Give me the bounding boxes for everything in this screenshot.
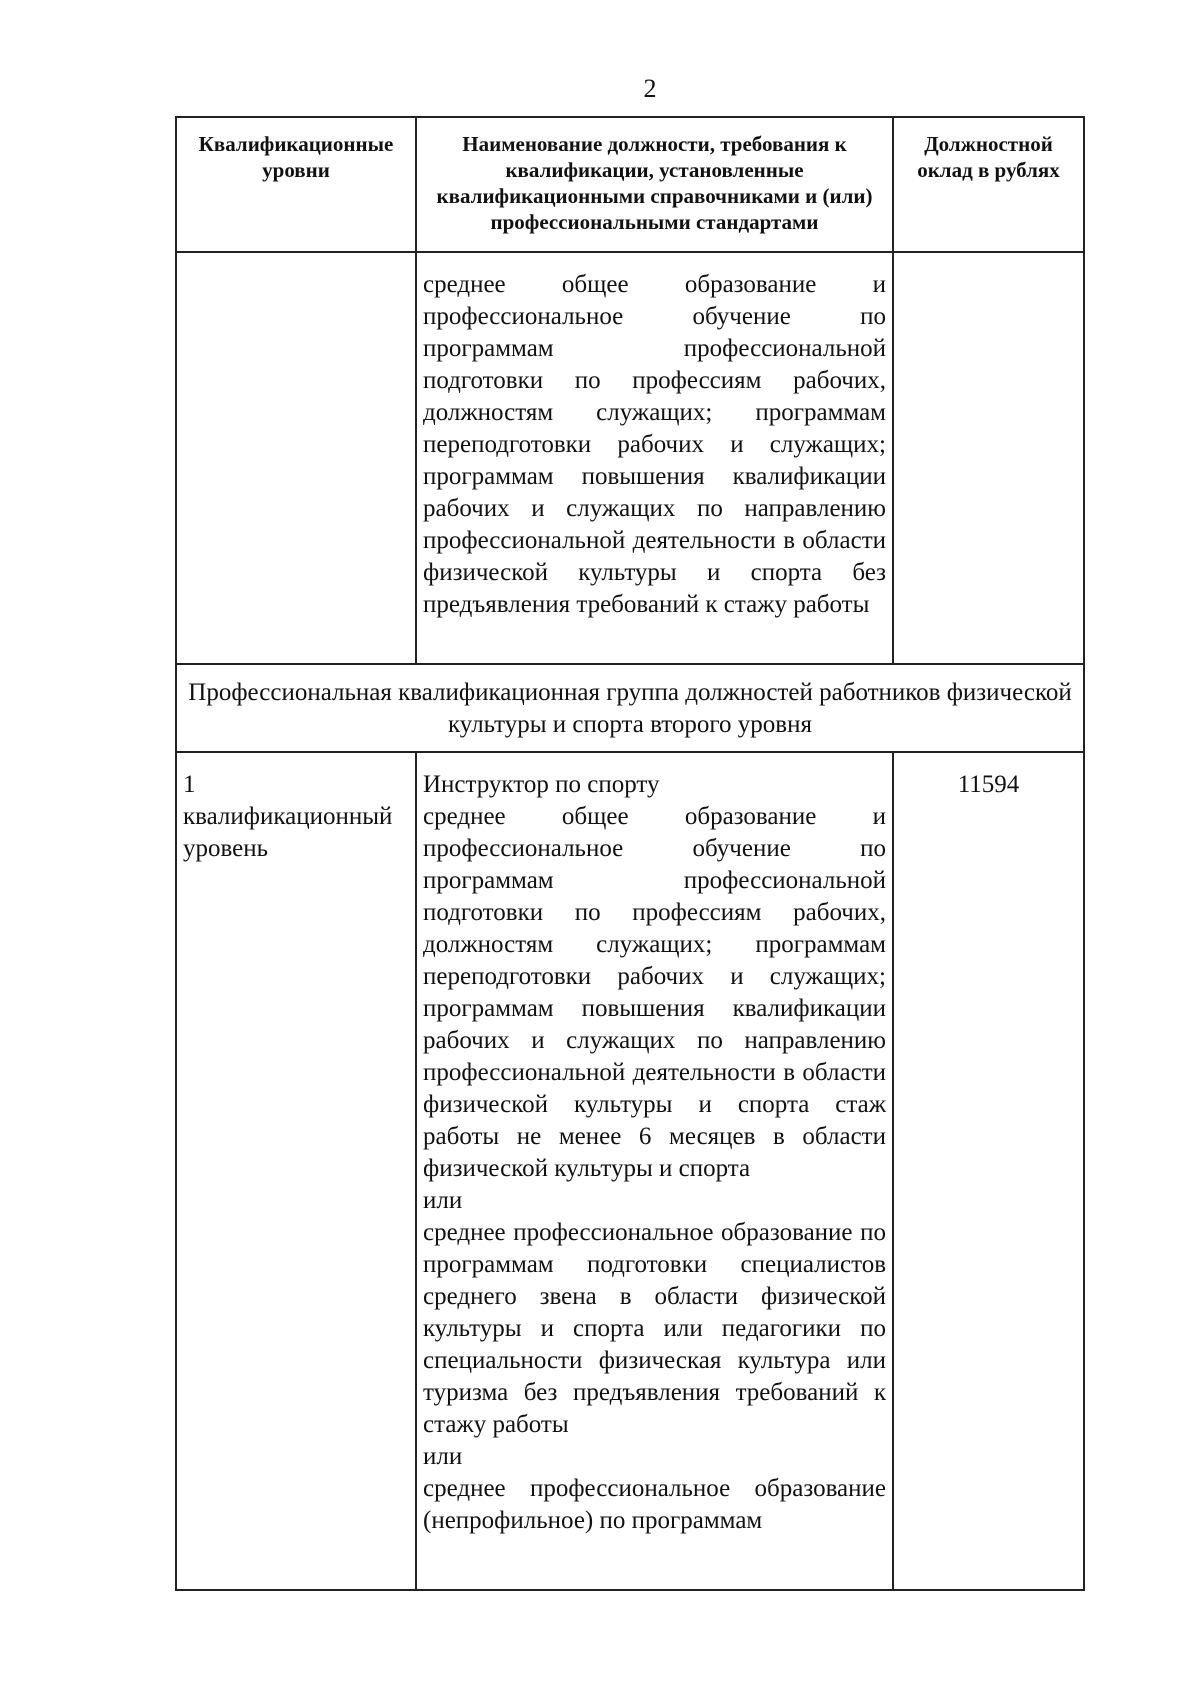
header-position-requirements: Наименование должности, требования к квалификации, установленные квалификационными справочниками и (или) профессиональными стандартами [416, 117, 893, 252]
table-row [176, 252, 1084, 664]
row2-or-1: или [423, 1187, 463, 1214]
row2-requirements-part3: среднее профессиональное образование (непрофильное) по программам [423, 1475, 886, 1534]
row2-requirements-cell [416, 752, 893, 1590]
row1-level-cell [176, 252, 416, 664]
row2-requirements-part1: среднее общее образование и профессиональное обучение по программам профессиональной подготовки по профессиям рабочих, должностям служащих; программам переподготовки рабочих и служащих; программам повышения квалификации рабочих и служащих по направлению профессиональной деятельности в области физической культуры и спорта стаж работы не менее 6 месяцев в области физической культуры и спорта [423, 803, 886, 1182]
table-row [176, 752, 1084, 1590]
section-title: Профессиональная квалификационная группа должностей работников физической культуры и спорта второго уровня [188, 679, 1072, 738]
header-salary: Должностной оклад в рублях [893, 117, 1084, 252]
row2-requirements-part2: среднее профессиональное образование по программам подготовки специалистов среднего звена в области физической культуры и спорта или педагогики по специальности физическая культура или туризма без предъявления требований к стажу работы [423, 1219, 886, 1438]
row2-level-text: 1 квалификационный уровень [183, 771, 393, 862]
section-title-cell [176, 664, 1084, 752]
row1-requirements-text: среднее общее образование и профессиональное обучение по программам профессиональной подготовки по профессиям рабочих, должностям служащих; программам переподготовки рабочих и служащих; программам повышения квалификации рабочих и служащих по направлению профессиональной деятельности в области физической культуры и спорта без предъявления требований к стажу работы [423, 271, 886, 618]
row2-level-cell [176, 752, 416, 1590]
row2-salary-value: 11594 [957, 771, 1020, 798]
row1-salary-cell [893, 252, 1084, 664]
page-number [0, 74, 1200, 104]
row2-position-title: Инструктор по спорту [423, 771, 660, 798]
header-qualification-levels: Квалификационные уровни [176, 117, 416, 252]
row1-requirements-cell [416, 252, 893, 664]
section-row [176, 664, 1084, 752]
qualification-table [175, 116, 1085, 1591]
table-header-row [176, 117, 1084, 252]
row2-salary-cell [893, 752, 1084, 1590]
row2-or-2: или [423, 1443, 463, 1470]
page-number-text: 2 [643, 74, 657, 103]
